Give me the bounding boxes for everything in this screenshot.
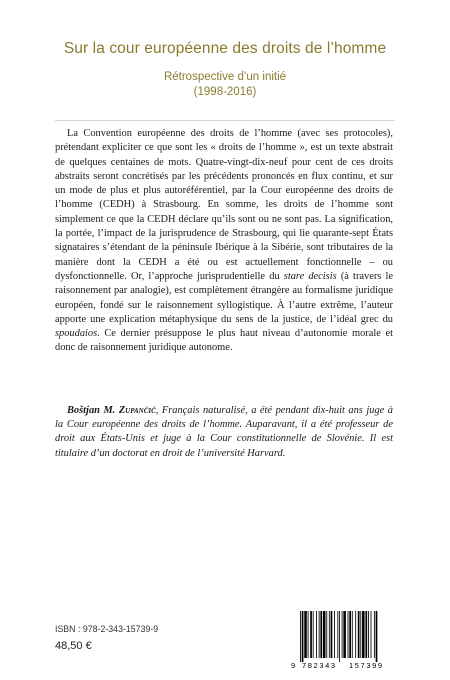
author-name bbox=[67, 405, 156, 416]
author-bio: , Français naturalisé, a été pendant dix-huit ans juge à la Cour européenne des droits de l’homme. Auparavant, il a été professeur de droit aux États-Unis et juge à la Cour constitutionnelle de Slovénie. Il est titulaire d’un doctorat en droit de l’université Harvard. bbox=[55, 405, 393, 459]
summary-text-2: (à travers le raisonnement par analogie), est complètement étrangère au formalisme juridique européen, fondé sur le raisonnement syllogistique. À l’autre extrême, l’auteur apporte une explication métaphysique du sens de la justice, de l’idéal grec du bbox=[55, 270, 393, 325]
book-title: Sur la cour européenne des droits de l’homme bbox=[63, 40, 387, 57]
barcode-digits-left: 782343 bbox=[302, 661, 337, 670]
isbn: ISBN : 978-2-343-15739-9 bbox=[55, 624, 159, 634]
summary-text-3: . Ce dernier présuppose le plus haut niveau d’autonomie morale et donc de raisonnement juridique autonome. bbox=[55, 328, 393, 354]
book-subtitle bbox=[0, 70, 450, 100]
author-lastname: Zupančič bbox=[118, 405, 156, 416]
subtitle-line-2: (1998-2016) bbox=[193, 86, 257, 98]
summary-emphasis-1: stare decisis bbox=[283, 270, 337, 282]
author-firstname: Boštjan M. bbox=[67, 405, 119, 416]
barcode-icon bbox=[288, 608, 404, 670]
divider bbox=[55, 120, 395, 121]
barcode-digit-first: 9 bbox=[291, 661, 296, 670]
subtitle-line-1: Rétrospective d’un initié bbox=[163, 71, 287, 83]
summary-emphasis-2: spoudaios bbox=[55, 328, 98, 340]
author-bio-paragraph bbox=[55, 404, 393, 461]
price: 48,50 € bbox=[55, 640, 92, 652]
barcode-digits-right: 157399 bbox=[349, 661, 384, 670]
summary-text-1: La Convention européenne des droits de l’homme (avec ses protocoles), prétendant expliciter ce que sont les « droits de l’homme », est un texte abstrait de quelques centaines de mots. Quatre-vingt-dix-neuf pour cent de ces droits abstraits seront concrétisés par les précédents prononcés en flux continu, et sur un mode de plus et plus autoréférentiel, par la Cour européenne des droits de l’homme (CEDH) à Strasbourg. En somme, les droits de l’homme sont simplement ce que la CEDH déclare qu’ils sont ou ne sont pas. La signification, la portée, l’impact de la jurisprudence de Strasbourg, qui lie quarante-sept États signataires s’étendant de la péninsule Ibérique à la Sibérie, sont tributaires de la manière dont la CEDH a été ou est actuellement fonctionnelle – ou dysfonctionnelle. Or, l’approche jurisprudentielle du bbox=[55, 128, 393, 282]
summary-paragraph bbox=[55, 127, 393, 356]
